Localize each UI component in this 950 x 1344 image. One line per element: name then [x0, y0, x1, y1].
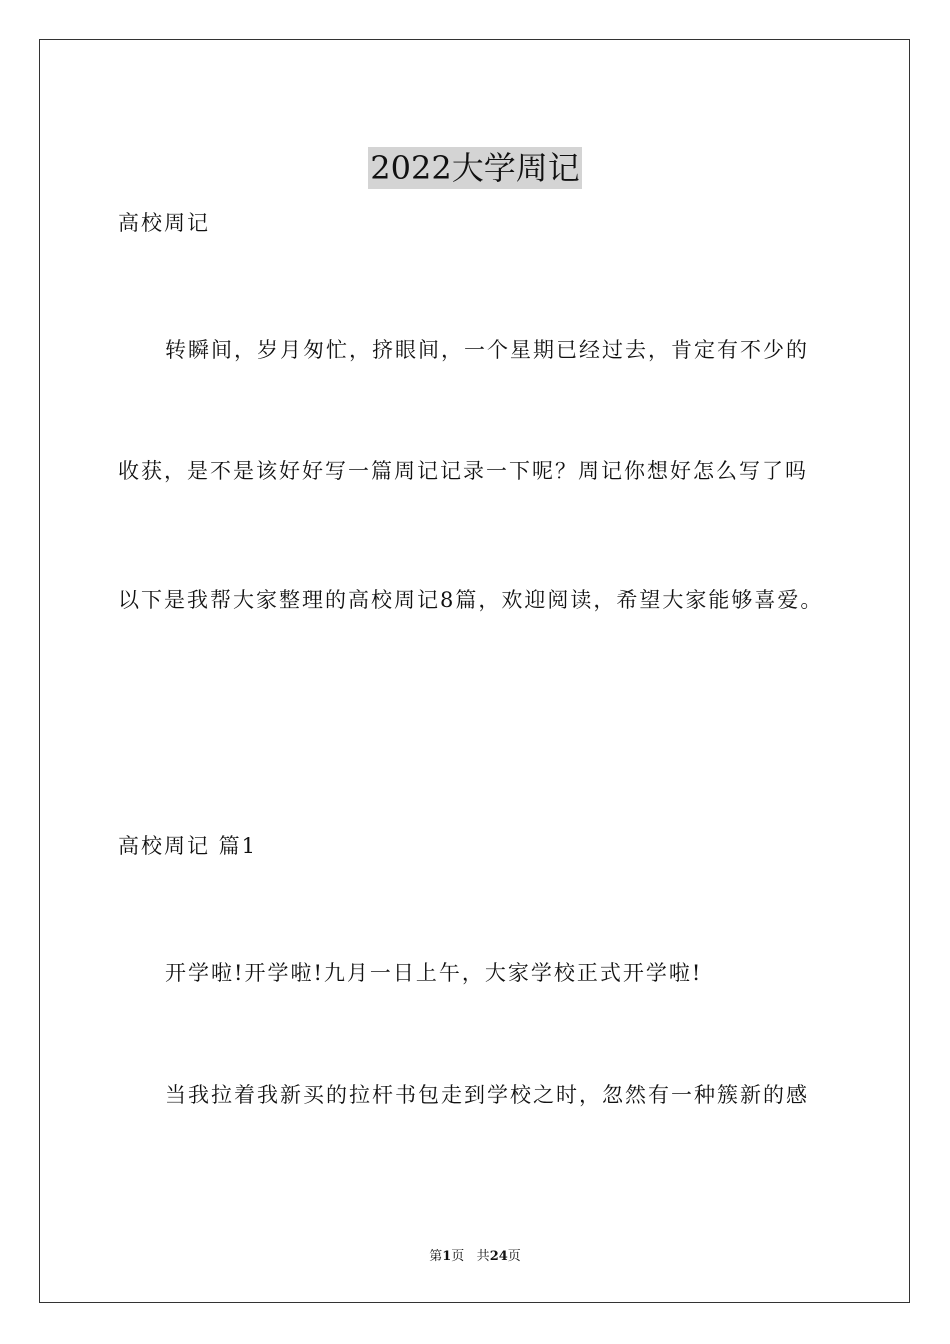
- intro-paragraph-line-3: 以下是我帮大家整理的高校周记8篇，欢迎阅读，希望大家能够喜爱。: [118, 588, 824, 612]
- document-title: 2022大学周记: [370, 149, 580, 188]
- section-paragraph-line-2: 当我拉着我新买的拉杆书包走到学校之时，忽然有一种簇新的感: [165, 1083, 809, 1107]
- page-footer: [0, 1248, 950, 1266]
- intro-paragraph-line-1: 转瞬间，岁月匆忙，挤眼间，一个星期已经过去，肯定有不少的: [165, 338, 809, 362]
- intro-paragraph-line-2: 收获，是不是该好好写一篇周记记录一下呢？周记你想好怎么写了吗: [118, 459, 808, 483]
- section-heading: 高校周记 篇1: [118, 834, 258, 858]
- document-subtitle: 高校周记: [118, 211, 210, 235]
- footer-total-prefix: 共: [476, 1249, 490, 1264]
- footer-total-suffix: 页: [507, 1249, 521, 1264]
- footer-page-suffix: 页: [451, 1249, 465, 1264]
- footer-page-current: 1: [442, 1249, 452, 1264]
- title-container: [0, 126, 950, 211]
- section-paragraph-line-1: 开学啦!开学啦!九月一日上午，大家学校正式开学啦!: [165, 961, 703, 985]
- footer-page-total: 24: [489, 1249, 508, 1264]
- footer-page-prefix: 第: [429, 1249, 443, 1264]
